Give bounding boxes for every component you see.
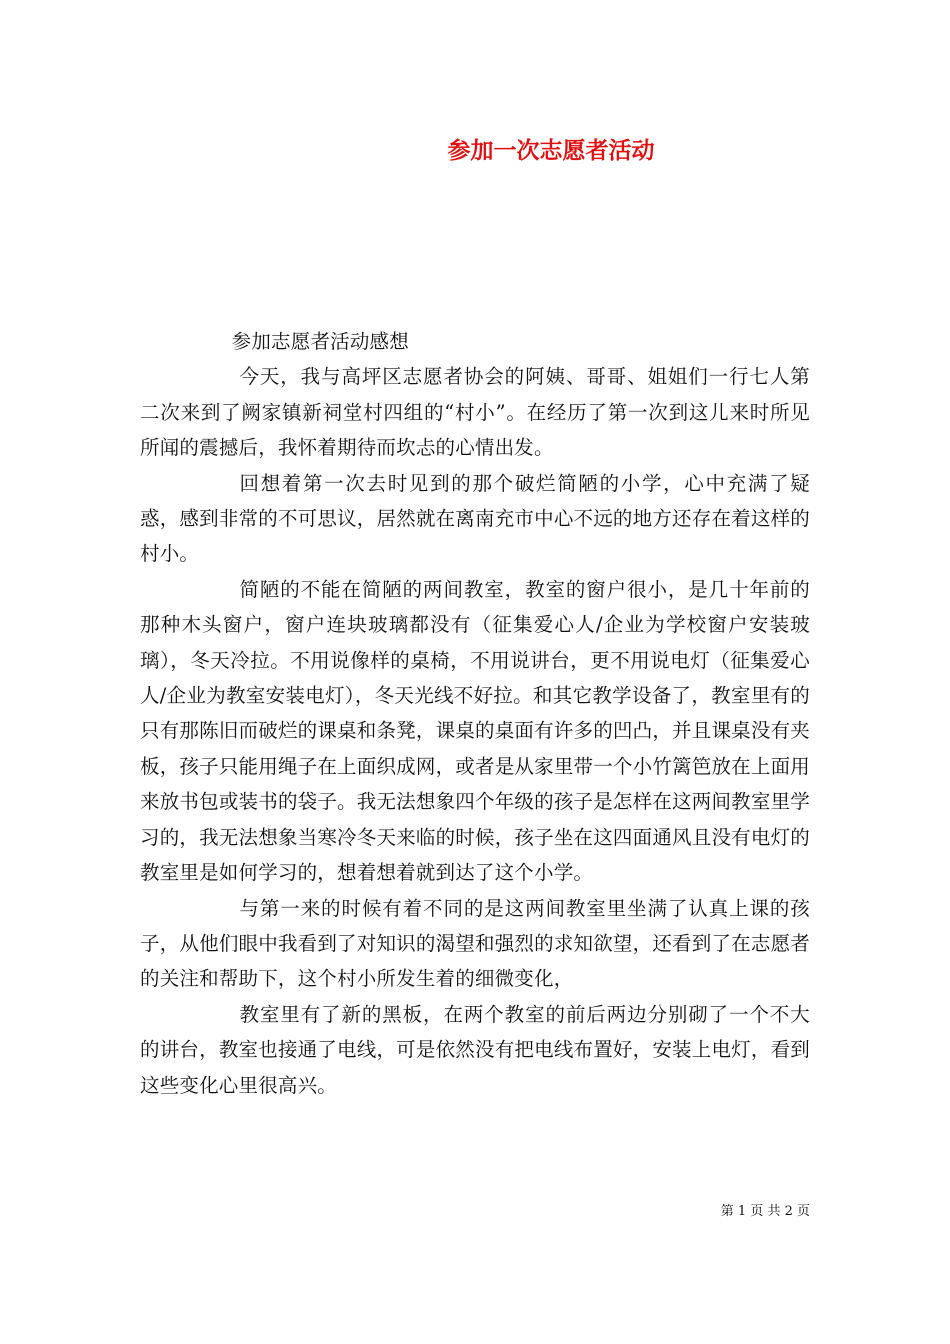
paragraph-5: 教室里有了新的黑板，在两个教室的前后两边分别砌了一个不大的讲台，教室也接通了电线，可是依然没有把电线布置好，安装上电灯，看到这些变化心里很高兴。: [140, 1002, 810, 1097]
paragraph-2: 回想着第一次去时见到的那个破烂简陋的小学，心中充满了疑惑，感到非常的不可思议，居然就在离南充市中心不远的地方还存在着这样的村小。: [140, 471, 810, 566]
document-title: 参加一次志愿者活动: [447, 137, 655, 164]
paragraph-1: 今天，我与高坪区志愿者协会的阿姨、哥哥、姐姐们一行七人第二次来到了阙家镇新祠堂村四组的“村小”。在经历了第一次到这儿来时所见所闻的震撼后，我怀着期待而坎忐的心情出发。: [140, 365, 810, 460]
paragraph-4: 与第一来的时候有着不同的是这两间教室里坐满了认真上课的孩子，从他们眼中我看到了对知识的渴望和强烈的求知欲望，还看到了在志愿者的关注和帮助下，这个村小所发生着的细微变化，: [140, 896, 810, 991]
document-subtitle: 参加志愿者活动感想: [231, 330, 409, 353]
document-body: [140, 324, 810, 1103]
paragraph-3: 简陋的不能在简陋的两间教室，教室的窗户很小，是几十年前的那种木头窗户，窗户连块玻璃都没有（征集爱心人/企业为学校窗户安装玻璃），冬天冷拉。不用说像样的桌椅，不用说讲台，更不用说电灯（征集爱心人/企业为教室安装电灯），冬天光线不好拉。和其它教学设备了，教室里有的只有那陈旧而破烂的课桌和条凳，课桌的桌面有许多的凹凸，并且课桌没有夹板，孩子只能用绳子在上面织成网，或者是从家里带一个小竹篱笆放在上面用来放书包或装书的袋子。我无法想象四个年级的孩子是怎样在这两间教室里学习的，我无法想象当寒冷冬天来临的时候，孩子坐在这四面通风且没有电灯的教室里是如何学习的，想着想着就到达了这个小学。: [140, 577, 810, 885]
page-number-footer: 第 1 页 共 2 页: [720, 1204, 810, 1219]
